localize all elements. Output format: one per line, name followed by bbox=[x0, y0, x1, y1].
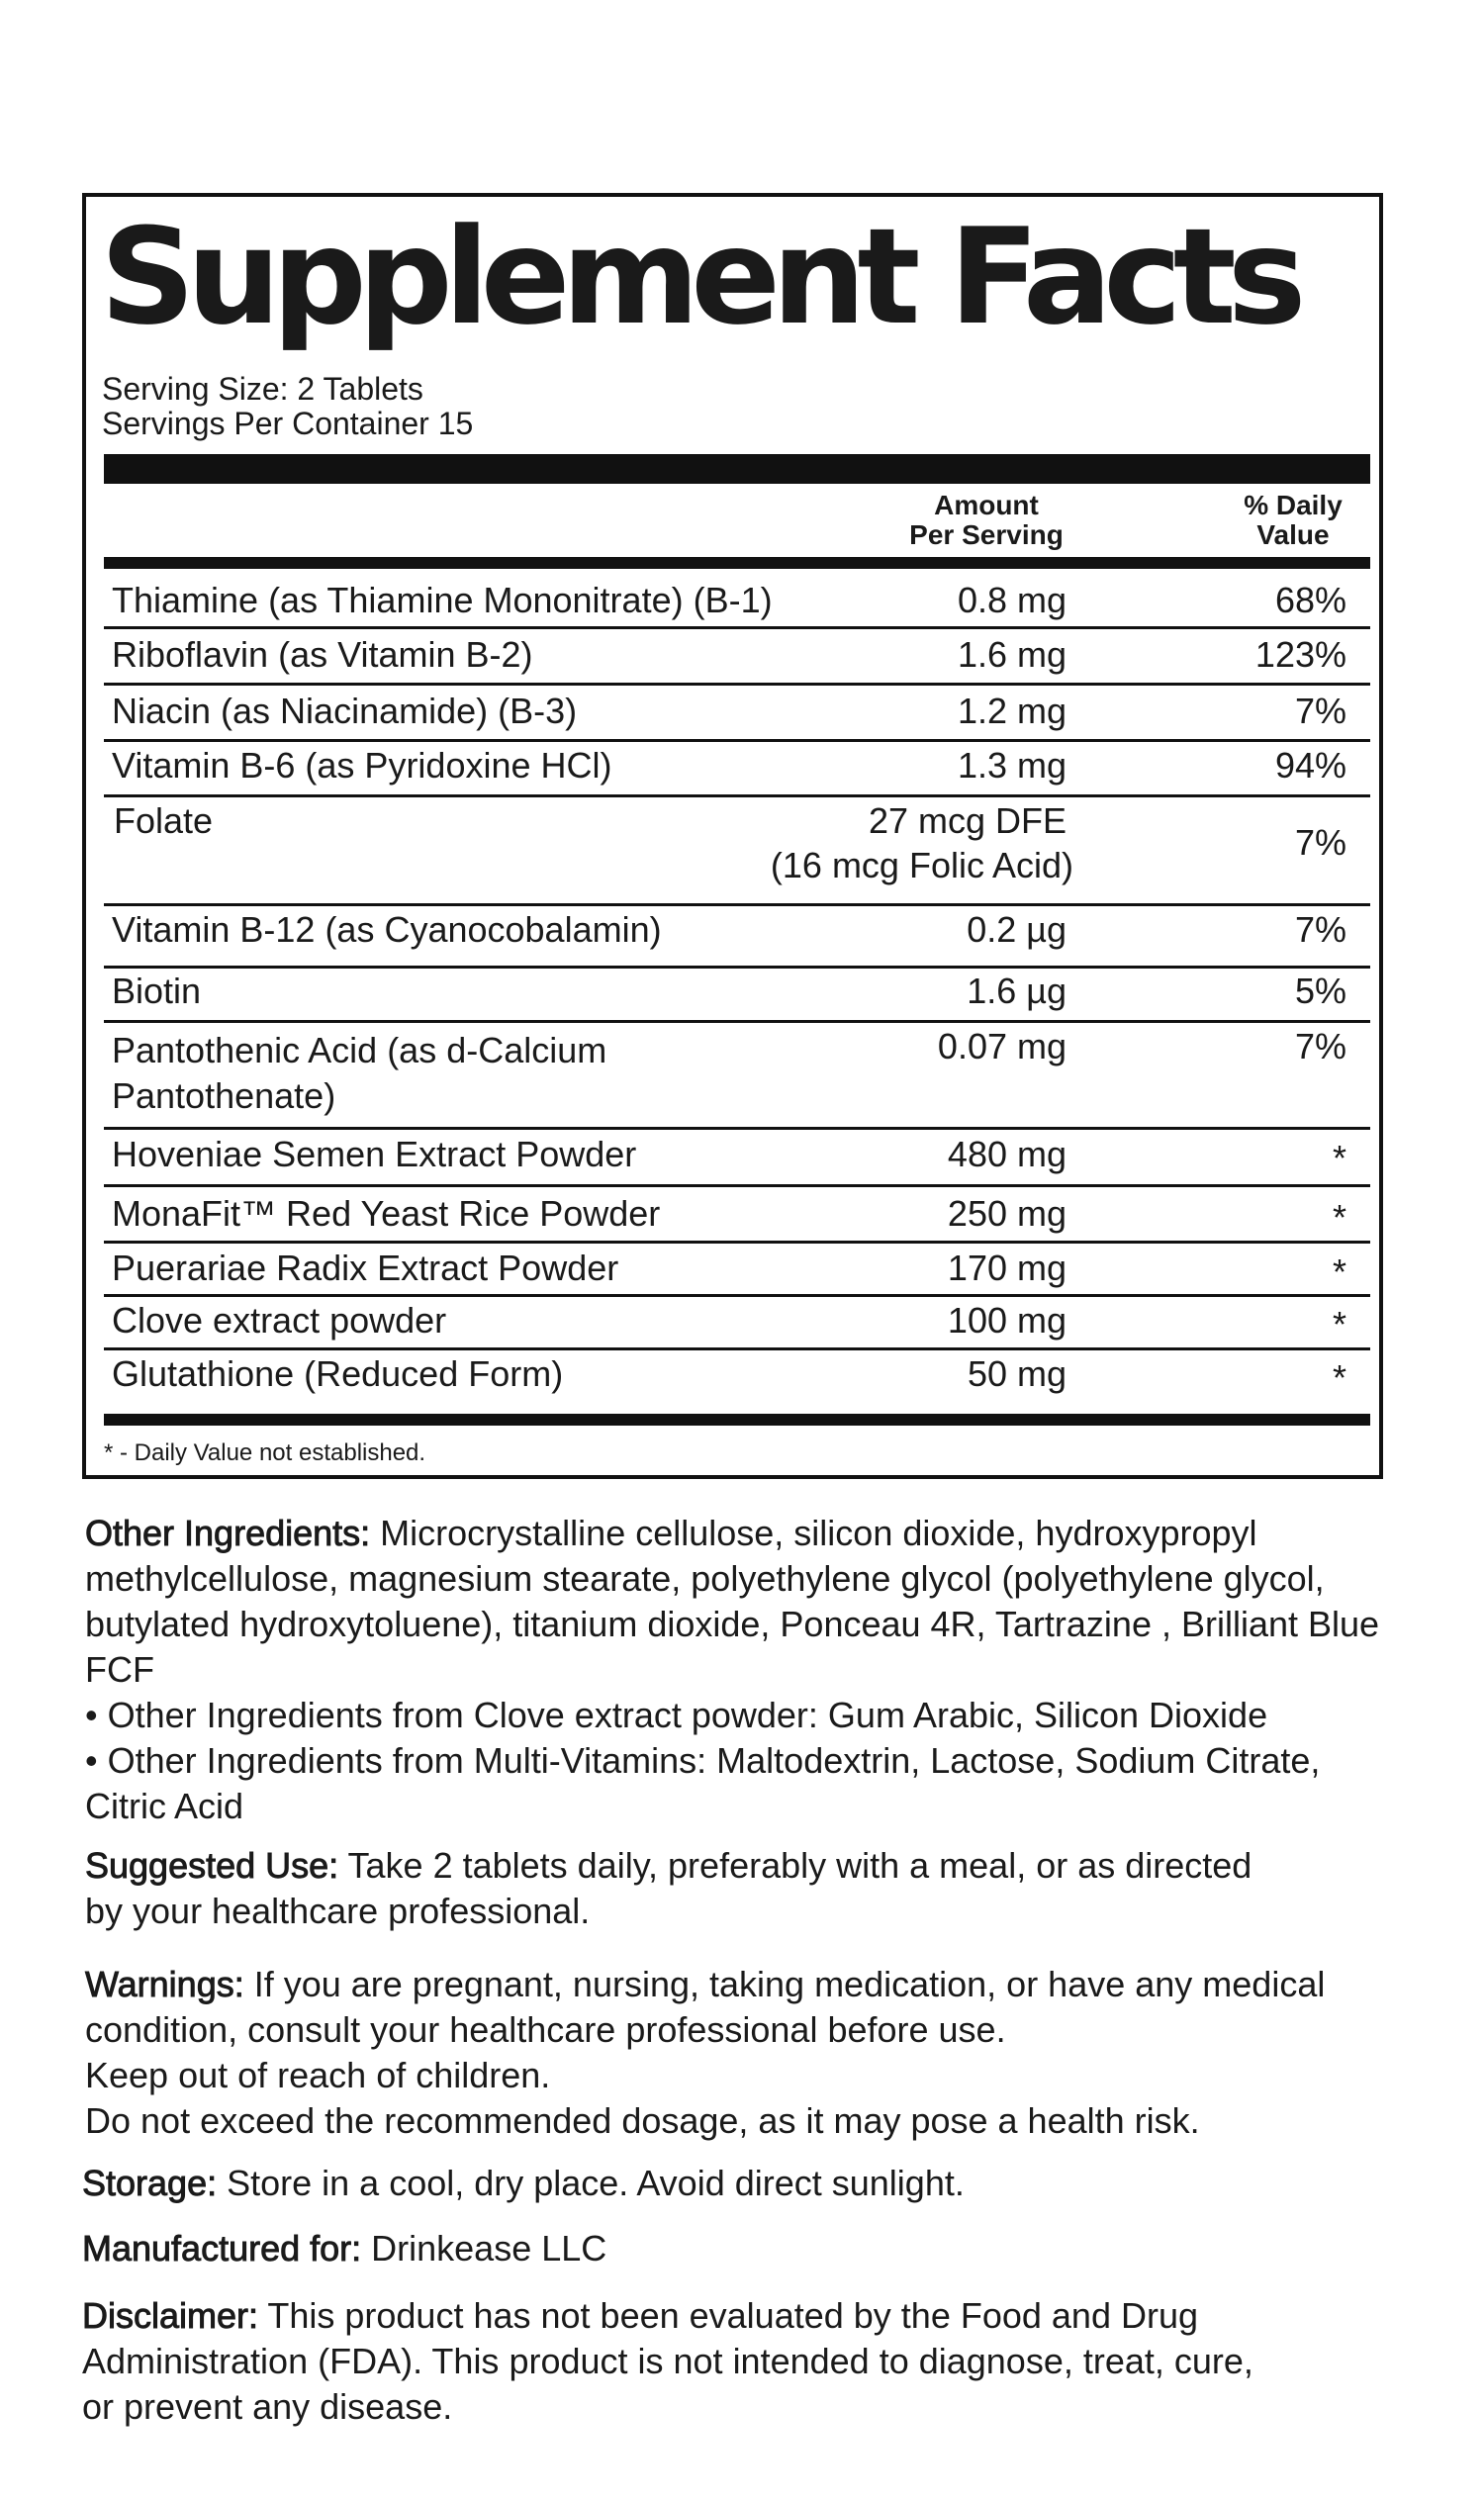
other-ingredients-text: Microcrystalline cellulose, silicon dioxide, hydroxypropyl methylcellulose, magnesium stearate, polyethylene glycol (polyethylene glycol, butylated hydroxytoluene), titanium dioxide, Ponceau 4R, Tartrazine , Brilliant Blue FCF bbox=[85, 1513, 1380, 1690]
storage-section bbox=[82, 2161, 1388, 2206]
other-ingredients-bullet: • Other Ingredients from Multi-Vitamins: Maltodextrin, Lactose, Sodium Citrate, Citric Acid bbox=[85, 1740, 1321, 1826]
nutrient-row: MonaFit™ Red Yeast Rice Powder 250 mg * bbox=[112, 1193, 1346, 1238]
nutrient-row: Pantothenic Acid (as d-Calcium Pantothenate) 0.07 mg 7% bbox=[112, 1026, 1346, 1116]
suggested-use-label: Suggested Use: bbox=[85, 1845, 339, 1886]
suggested-use-section bbox=[85, 1843, 1272, 1934]
row-divider bbox=[104, 1020, 1370, 1023]
other-ingredients-section bbox=[85, 1511, 1391, 1829]
row-divider bbox=[104, 683, 1370, 686]
warnings-section bbox=[85, 1962, 1371, 2144]
row-divider bbox=[104, 794, 1370, 797]
row-divider bbox=[104, 626, 1370, 629]
nutrient-row: Puerariae Radix Extract Powder 170 mg * bbox=[112, 1248, 1346, 1292]
storage-text: Store in a cool, dry place. Avoid direct sunlight. bbox=[217, 2163, 965, 2203]
nutrient-row: Vitamin B-12 (as Cyanocobalamin) 0.2 µg 7% bbox=[112, 909, 1346, 950]
warnings-line: Do not exceed the recommended dosage, as it may pose a health risk. bbox=[85, 2100, 1200, 2141]
nutrient-row: Clove extract powder 100 mg * bbox=[112, 1300, 1346, 1344]
servings-per-container: Servings Per Container 15 bbox=[102, 406, 474, 441]
daily-value-header: % Daily Value bbox=[1244, 490, 1343, 550]
row-divider bbox=[104, 739, 1370, 742]
row-divider bbox=[104, 1241, 1370, 1244]
disclaimer-label: Disclaimer: bbox=[82, 2295, 259, 2336]
nutrient-row: Hoveniae Semen Extract Powder 480 mg * bbox=[112, 1134, 1346, 1178]
serving-size: Serving Size: 2 Tablets bbox=[102, 371, 423, 407]
nutrient-row: Niacin (as Niacinamide) (B-3) 1.2 mg 7% bbox=[112, 691, 1346, 731]
storage-label: Storage: bbox=[82, 2163, 218, 2203]
footnote: * - Daily Value not established. bbox=[104, 1439, 426, 1466]
manufactured-for-text: Drinkease LLC bbox=[361, 2228, 607, 2269]
warnings-line: Keep out of reach of children. bbox=[85, 2055, 551, 2095]
top-thick-bar bbox=[104, 454, 1370, 484]
warnings-label: Warnings: bbox=[85, 1964, 244, 2004]
other-ingredients-bullet: • Other Ingredients from Clove extract powder: Gum Arabic, Silicon Dioxide bbox=[85, 1695, 1268, 1735]
nutrient-row: Thiamine (as Thiamine Mononitrate) (B-1) 0.8 mg 68% bbox=[112, 580, 1346, 620]
header-thick-bar bbox=[104, 557, 1370, 569]
nutrient-row: Vitamin B-6 (as Pyridoxine HCl) 1.3 mg 94% bbox=[112, 745, 1346, 786]
supplement-facts-panel bbox=[82, 193, 1383, 1479]
nutrient-row: Folate 27 mcg DFE (16 mcg Folic Acid) 7% bbox=[114, 800, 1346, 885]
nutrient-row: Riboflavin (as Vitamin B-2) 1.6 mg 123% bbox=[112, 634, 1346, 675]
panel-title: Supplement Facts bbox=[100, 200, 1298, 354]
disclaimer-section bbox=[82, 2293, 1269, 2430]
row-divider bbox=[104, 1184, 1370, 1187]
disclaimer-text: This product has not been evaluated by the Food and Drug Administration (FDA). This product is not intended to diagnose, treat, cure, or prevent any disease. bbox=[82, 2295, 1253, 2427]
other-ingredients-label: Other Ingredients: bbox=[85, 1513, 371, 1553]
nutrient-row: Biotin 1.6 µg 5% bbox=[112, 971, 1346, 1011]
manufactured-for-section bbox=[82, 2226, 1388, 2271]
row-divider bbox=[104, 1347, 1370, 1350]
row-divider bbox=[104, 903, 1370, 906]
suggested-use-text: Take 2 tablets daily, preferably with a meal, or as directed by your healthcare professional. bbox=[85, 1845, 1252, 1931]
bottom-thick-bar bbox=[104, 1414, 1370, 1426]
row-divider bbox=[104, 1294, 1370, 1297]
row-divider bbox=[104, 1127, 1370, 1130]
nutrient-row: Glutathione (Reduced Form) 50 mg * bbox=[112, 1353, 1346, 1398]
warnings-text: If you are pregnant, nursing, taking medication, or have any medical condition, consult your healthcare professional before use. bbox=[85, 1964, 1326, 2050]
manufactured-for-label: Manufactured for: bbox=[82, 2228, 362, 2269]
amount-per-serving-header: Amount Per Serving bbox=[909, 490, 1064, 550]
